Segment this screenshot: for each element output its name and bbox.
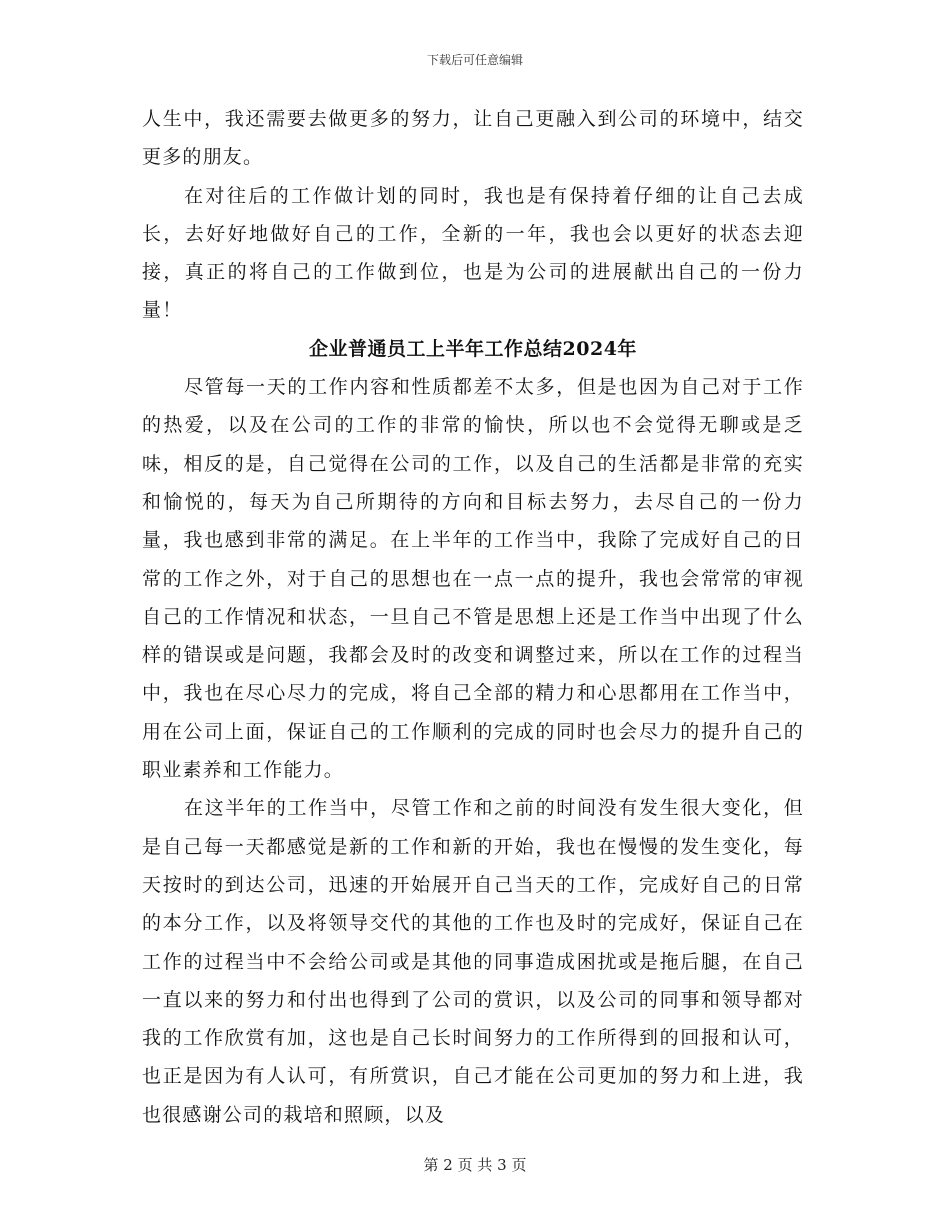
paragraph-continuation: 人生中，我还需要去做更多的努力，让自己更融入到公司的环境中，结交更多的朋友。 — [142, 108, 804, 169]
paragraph-plan: 在对往后的工作做计划的同时，我也是有保持着仔细的让自己去成长，去好好地做好自己的工作，全新的一年，我也会以更好的状态去迎接，真正的将自己的工作做到位，也是为公司的进展献出自己的一份力量！ — [142, 184, 804, 322]
document-body — [142, 100, 804, 1134]
paragraph-summary-1: 尽管每一天的工作内容和性质都差不太多，但是也因为自己对于工作的热爱，以及在公司的工作的非常的愉快，所以也不会觉得无聊或是乏味，相反的是，自己觉得在公司的工作，以及自己的生活都是非常的充实和愉悦的，每天为自己所期待的方向和目标去努力，去尽自己的一份力量，我也感到非常的满足。在上半年的工作当中，我除了完成好自己的日常的工作之外，对于自己的思想也在一点一点的提升，我也会常常的审视自己的工作情况和状态，一旦自己不管是思想上还是工作当中出现了什么样的错误或是问题，我都会及时的改变和调整过来，所以在工作的过程当中，我也在尽心尽力的完成，将自己全部的精力和心思都用在工作当中，用在公司上面，保证自己的工作顺利的完成的同时也会尽力的提升自己的职业素养和工作能力。 — [142, 376, 804, 782]
page-footer: 第 2 页 共 3 页 — [423, 1156, 527, 1174]
section-title: 企业普通员工上半年工作总结2024年 — [309, 337, 637, 360]
paragraph-summary-2: 在这半年的工作当中，尽管工作和之前的时间没有发生很大变化，但是自己每一天都感觉是新的工作和新的开始，我也在慢慢的发生变化，每天按时的到达公司，迅速的开始展开自己当天的工作，完成好自己的日常的本分工作，以及将领导交代的其他的工作也及时的完成好，保证自己在工作的过程当中不会给公司或是其他的同事造成困扰或是拖后腿，在自己一直以来的努力和付出也得到了公司的赏识，以及公司的同事和领导都对我的工作欣赏有加，这也是自己长时间努力的工作所得到的回报和认可，也正是因为有人认可，有所赏识，自己才能在公司更加的努力和上进，我也很感谢公司的栽培和照顾，以及 — [142, 797, 804, 1126]
page-header: 下载后可任意编辑 — [426, 53, 523, 67]
